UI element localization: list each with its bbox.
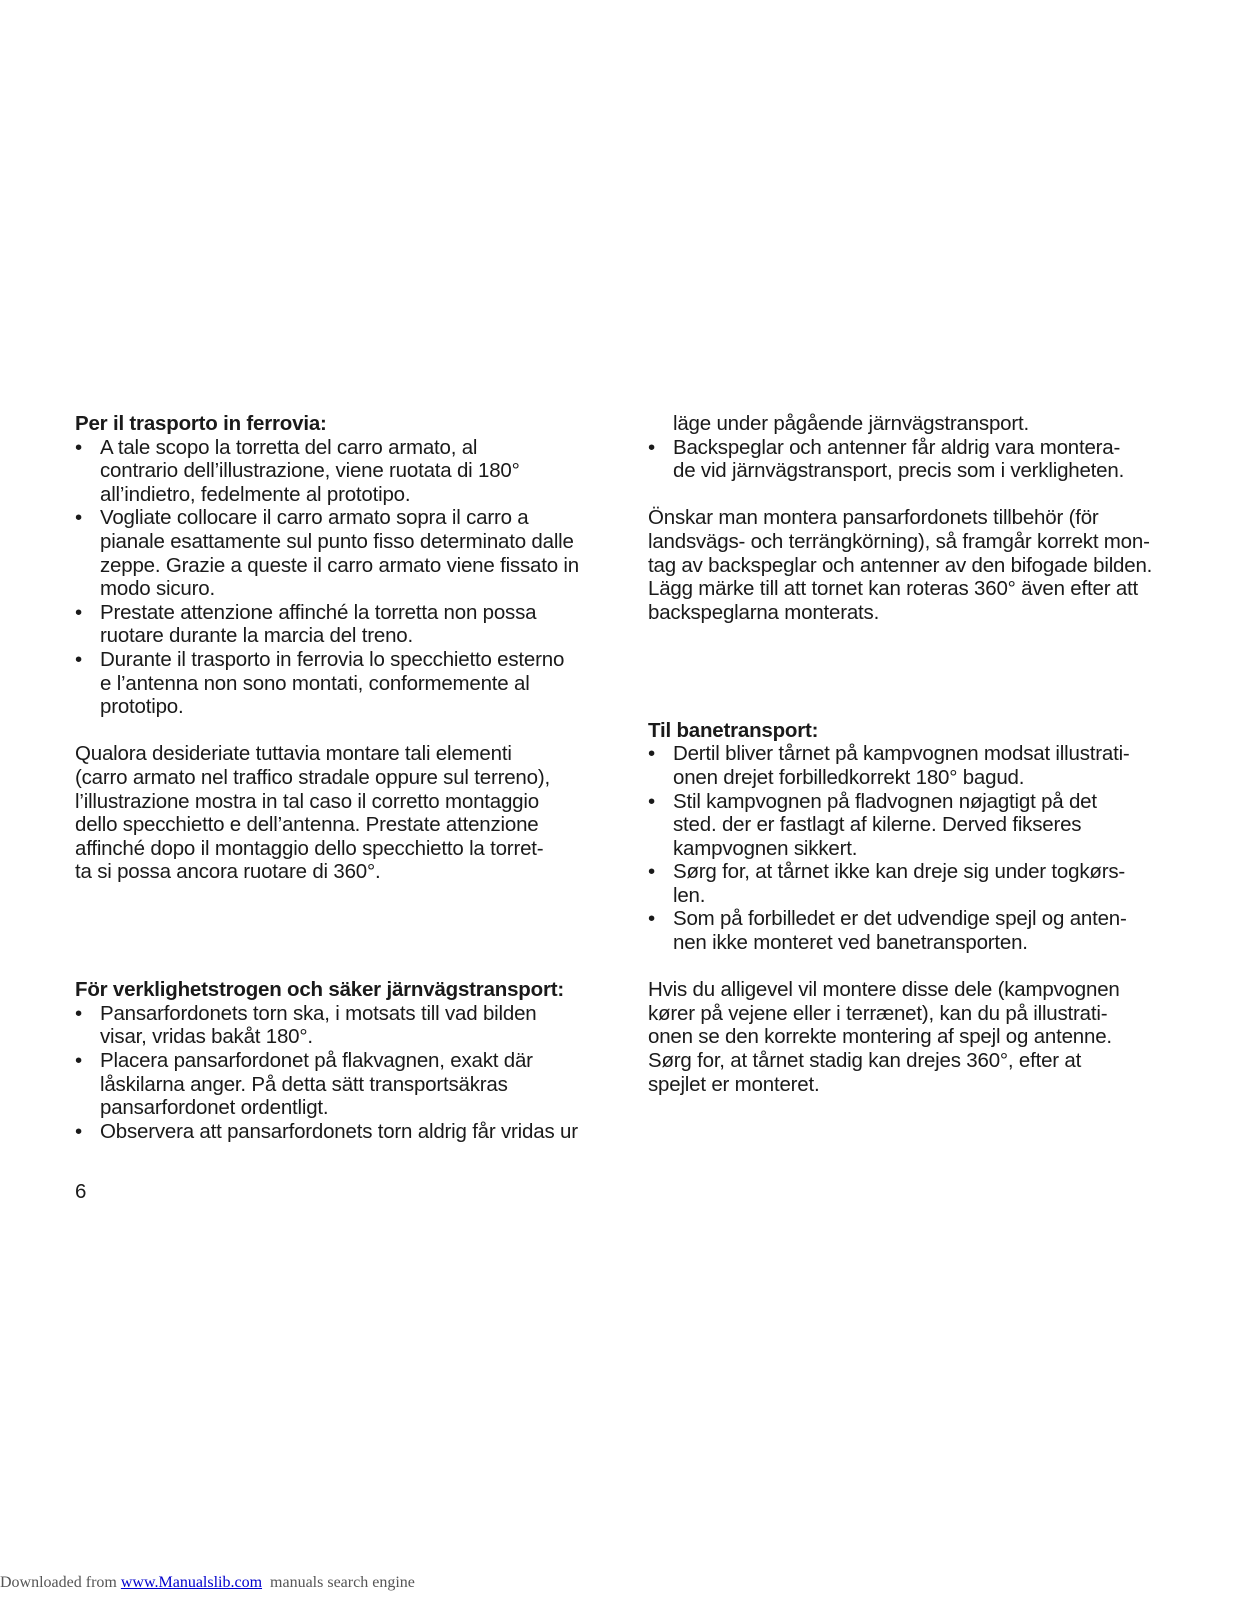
page-number: 6 xyxy=(75,1180,87,1203)
footer-prefix: Downloaded from xyxy=(0,1574,121,1591)
bullet-item xyxy=(75,1002,595,1049)
paragraph-line: Hvis du alligevel vil montere disse dele (kampvognen xyxy=(648,978,1120,1002)
bullet-first-line xyxy=(75,506,595,530)
bullet-continuation-line xyxy=(648,813,1168,837)
bullet-item xyxy=(75,506,595,600)
danish-bullet-list xyxy=(648,742,1168,954)
bullet-continuation-line xyxy=(648,931,1168,955)
bullet-item xyxy=(648,790,1168,861)
paragraph-line: Qualora desideriate tuttavia montare tali elementi xyxy=(75,742,512,766)
bullet-text: Dertil bliver tårnet på kampvognen modsat illustrati- xyxy=(673,742,1130,766)
bullet-icon: • xyxy=(75,1119,82,1143)
bullet-first-line xyxy=(75,648,595,672)
bullet-item xyxy=(648,860,1168,907)
bullet-text: prototipo. xyxy=(100,695,184,719)
paragraph-line: kører på vejene eller i terrænet), kan du på illustrati- xyxy=(648,1001,1108,1025)
bullet-continuation-line xyxy=(75,459,595,483)
paragraph-line: ta si possa ancora ruotare di 360°. xyxy=(75,860,381,884)
bullet-text: Vogliate collocare il carro armato sopra il carro a xyxy=(100,506,529,530)
bullet-first-line xyxy=(648,790,1168,814)
bullet-text: modo sicuro. xyxy=(100,577,215,601)
bullet-continuation-line xyxy=(648,884,1168,908)
bullet-text: Placera pansarfordonet på flakvagnen, exakt där xyxy=(100,1049,533,1073)
bullet-continuation-line xyxy=(75,554,595,578)
paragraph-line: tag av backspeglar och antenner av den bifogade bilden. xyxy=(648,553,1153,577)
bullet-text: Durante il trasporto in ferrovia lo specchietto esterno xyxy=(100,647,565,671)
bullet-continuation-line xyxy=(75,1025,595,1049)
paragraph-line: Önskar man montera pansarfordonets tillbehör (för xyxy=(648,506,1099,530)
bullet-continuation-line xyxy=(648,766,1168,790)
italian-heading: Per il trasporto in ferrovia: xyxy=(75,412,327,435)
bullet-item xyxy=(648,907,1168,954)
bullet-item xyxy=(648,742,1168,789)
paragraph-line: landsvägs- och terrängkörning), så framgår korrekt mon- xyxy=(648,529,1150,553)
bullet-text: Observera att pansarfordonets torn aldrig får vridas ur xyxy=(100,1119,578,1143)
bullet-text: pansarfordonet ordentligt. xyxy=(100,1096,329,1120)
bullet-text: contrario dell’illustrazione, viene ruotata di 180° xyxy=(100,459,520,483)
bullet-text: sted. der er fastlagt af kilerne. Derved fikseres xyxy=(673,813,1082,837)
bullet-text: onen drejet forbilledkorrekt 180° bagud. xyxy=(673,765,1025,789)
bullet-continuation-line xyxy=(648,459,1168,483)
bullet-text: pianale esattamente sul punto fisso determinato dalle xyxy=(100,529,574,553)
bullet-text: Sørg for, at tårnet ikke kan dreje sig under togkørs- xyxy=(673,860,1125,884)
bullet-item xyxy=(75,1049,595,1120)
bullet-icon: • xyxy=(75,600,82,624)
bullet-continuation-line xyxy=(75,1073,595,1097)
left-column xyxy=(75,412,595,1143)
bullet-continuation-line xyxy=(75,624,595,648)
bullet-text: Backspeglar och antenner får aldrig vara montera- xyxy=(673,435,1121,459)
paragraph-line: l’illustrazione mostra in tal caso il corretto montaggio xyxy=(75,789,539,813)
swedish-heading: För verklighetstrogen och säker järnvägstransport: xyxy=(75,978,564,1002)
bullet-continuation-line xyxy=(648,837,1168,861)
bullet-text: Prestate attenzione affinché la torretta non possa xyxy=(100,600,537,624)
italian-bullet-list xyxy=(75,436,595,719)
bullet-text: visar, vridas bakåt 180°. xyxy=(100,1025,313,1049)
bullet-item xyxy=(75,601,595,648)
bullet-text: ruotare durante la marcia del treno. xyxy=(100,624,414,648)
bullet-first-line xyxy=(648,436,1168,460)
bullet-text: e l’antenna non sono montati, conformemente al xyxy=(100,671,530,695)
right-column xyxy=(648,412,1168,1096)
bullet-text: kampvognen sikkert. xyxy=(673,836,858,860)
bullet-first-line xyxy=(75,1120,595,1144)
bullet-continuation-line xyxy=(75,577,595,601)
bullet-item xyxy=(75,1120,595,1144)
bullet-continuation-line xyxy=(75,1096,595,1120)
paragraph-line: affinché dopo il montaggio dello specchietto la torret- xyxy=(75,836,544,860)
bullet-first-line xyxy=(75,1002,595,1026)
bullet-continuation-line xyxy=(75,530,595,554)
bullet-first-line xyxy=(648,860,1168,884)
footer-suffix: manuals search engine xyxy=(262,1574,415,1591)
bullet-icon: • xyxy=(648,789,655,813)
italian-paragraph xyxy=(75,742,595,884)
bullet-text: Pansarfordonets torn ska, i motsats till vad bilden xyxy=(100,1001,537,1025)
bullet-text: A tale scopo la torretta del carro armato, al xyxy=(100,435,478,459)
bullet-item xyxy=(75,436,595,507)
download-footer xyxy=(0,1573,415,1593)
paragraph-line: backspeglarna monterats. xyxy=(648,600,880,624)
bullet-continuation-line xyxy=(75,483,595,507)
paragraph-line: spejlet er monteret. xyxy=(648,1072,820,1096)
paragraph-line: dello specchietto e dell’antenna. Prestate attenzione xyxy=(75,813,539,837)
bullet-text: zeppe. Grazie a queste il carro armato viene fissato in xyxy=(100,553,579,577)
bullet-text: nen ikke monteret ved banetransporten. xyxy=(673,931,1028,955)
bullet-text: len. xyxy=(673,883,706,907)
bullet-text: Som på forbilledet er det udvendige spejl og anten- xyxy=(673,907,1127,931)
paragraph-line: Lägg märke till att tornet kan roteras 360° även efter att xyxy=(648,577,1139,601)
danish-heading: Til banetransport: xyxy=(648,718,819,742)
bullet-icon: • xyxy=(75,506,82,530)
bullet-icon: • xyxy=(648,742,655,766)
paragraph-line: onen se den korrekte montering af spejl og antenne. xyxy=(648,1025,1112,1049)
danish-paragraph xyxy=(648,978,1168,1096)
manualslib-link[interactable]: www.Manualslib.com xyxy=(120,1574,263,1591)
swedish-bullet-list-continued xyxy=(648,436,1168,483)
paragraph-line: (carro armato nel traffico stradale oppure sul terreno), xyxy=(75,765,550,789)
bullet-first-line xyxy=(75,1049,595,1073)
swedish-paragraph xyxy=(648,506,1168,624)
bullet-icon: • xyxy=(75,1049,82,1073)
bullet-item xyxy=(75,648,595,719)
bullet-icon: • xyxy=(648,435,655,459)
bullet-first-line xyxy=(75,601,595,625)
bullet-first-line xyxy=(648,907,1168,931)
bullet-item xyxy=(648,436,1168,483)
bullet-continuation-line xyxy=(75,672,595,696)
bullet-first-line xyxy=(75,436,595,460)
bullet-text: all’indietro, fedelmente al prototipo. xyxy=(100,482,411,506)
swedish-bullet-list xyxy=(75,1002,595,1144)
bullet-text: de vid järnvägstransport, precis som i verkligheten. xyxy=(673,459,1125,483)
swedish-bullet-continuation xyxy=(648,412,1168,436)
bullet-icon: • xyxy=(648,860,655,884)
paragraph-line: läge under pågående järnvägstransport. xyxy=(673,412,1029,435)
bullet-first-line xyxy=(648,742,1168,766)
bullet-icon: • xyxy=(648,907,655,931)
paragraph-line: Sørg for, at tårnet stadig kan drejes 360°, efter at xyxy=(648,1049,1082,1073)
bullet-icon: • xyxy=(75,647,82,671)
bullet-text: låskilarna anger. På detta sätt transportsäkras xyxy=(100,1072,508,1096)
bullet-icon: • xyxy=(75,1001,82,1025)
bullet-text: Stil kampvognen på fladvognen nøjagtigt på det xyxy=(673,789,1097,813)
bullet-continuation-line xyxy=(75,695,595,719)
bullet-icon: • xyxy=(75,435,82,459)
